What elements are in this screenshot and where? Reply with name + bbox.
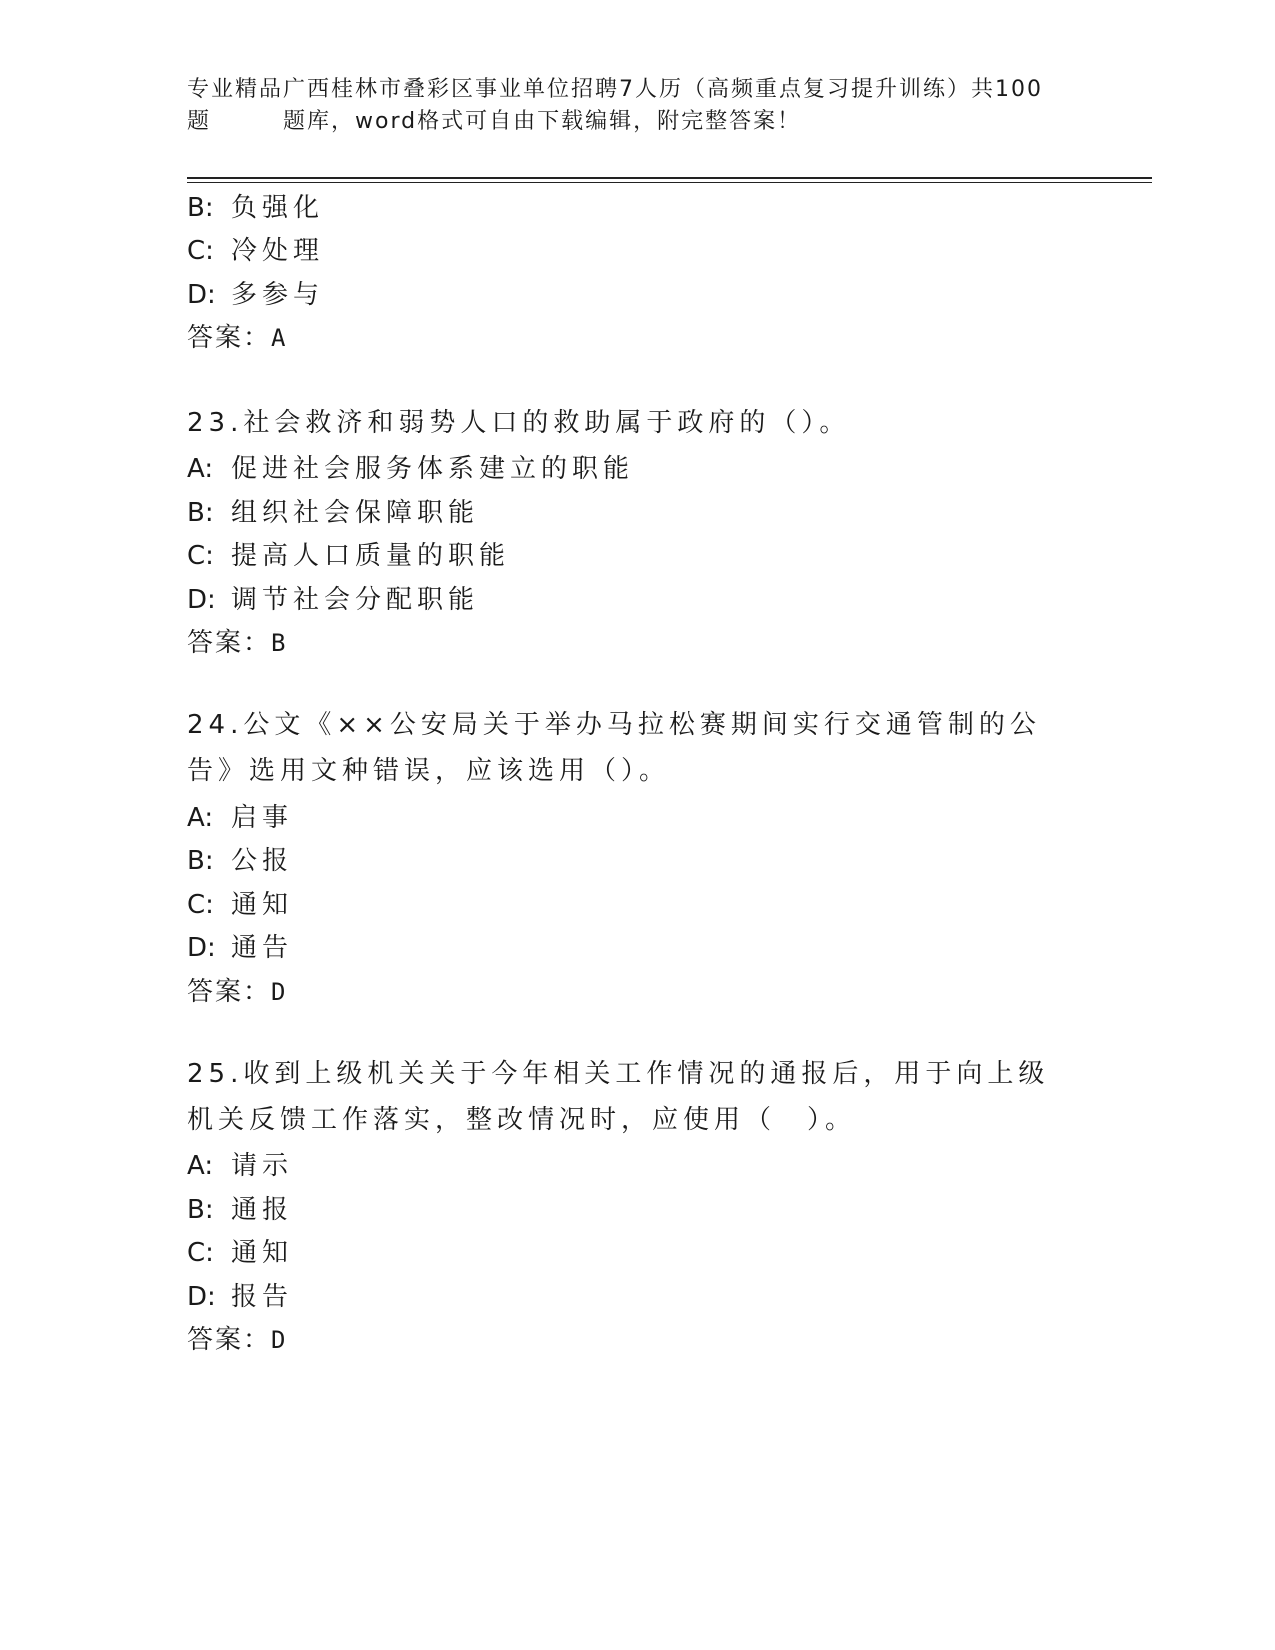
answer-value: D xyxy=(271,978,286,1006)
q23-option-d xyxy=(187,579,479,616)
option-letter: D: xyxy=(187,1282,216,1312)
option-text: 请示 xyxy=(231,1151,294,1181)
q22-option-d xyxy=(187,274,324,311)
option-letter: C: xyxy=(187,1238,214,1268)
option-text: 负强化 xyxy=(231,193,325,223)
option-text: 提高人口质量的职能 xyxy=(231,541,511,571)
option-text: 促进社会服务体系建立的职能 xyxy=(231,454,635,484)
option-text: 冷处理 xyxy=(231,236,325,266)
q22-option-b xyxy=(187,187,324,224)
option-letter: D: xyxy=(187,585,216,615)
option-text: 通告 xyxy=(231,933,294,963)
q24-option-d xyxy=(187,927,293,964)
q24-question: 24.公文《××公安局关于举办马拉松赛期间实行交通管制的公告》选用文种错误，应该选用（）。 xyxy=(187,710,1041,786)
option-text: 通知 xyxy=(231,890,294,920)
q22-answer xyxy=(187,317,285,354)
q25-option-a xyxy=(187,1145,293,1182)
q24-option-a xyxy=(187,797,293,834)
q25-option-c xyxy=(187,1232,293,1269)
option-letter: B: xyxy=(187,846,214,876)
header-title-line2 xyxy=(187,106,1087,138)
option-letter: B: xyxy=(187,193,214,223)
q23-option-b xyxy=(187,492,479,529)
option-letter: C: xyxy=(187,890,214,920)
q24-answer xyxy=(187,971,285,1008)
q24-option-b xyxy=(187,840,293,877)
q23-option-c xyxy=(187,535,510,572)
answer-value: B xyxy=(271,629,286,657)
answer-label: 答案： xyxy=(187,323,272,353)
option-letter: B: xyxy=(187,498,214,528)
header-divider-thin xyxy=(187,182,1152,183)
header-line2-part-a: 题 xyxy=(187,109,212,134)
q24-option-c xyxy=(187,884,293,921)
answer-value: A xyxy=(271,324,286,352)
option-letter: A: xyxy=(187,803,214,833)
q25-option-d xyxy=(187,1276,293,1313)
header-divider-thick xyxy=(187,177,1152,179)
q25-question: 25.收到上级机关关于今年相关工作情况的通报后，用于向上级机关反馈工作落实，整改情况时，应使用（ ）。 xyxy=(187,1059,1050,1135)
answer-label: 答案： xyxy=(187,628,272,658)
page-header xyxy=(187,74,1087,138)
option-letter: A: xyxy=(187,1151,214,1181)
option-letter: C: xyxy=(187,541,214,571)
q23-option-a xyxy=(187,448,634,485)
q25-answer xyxy=(187,1319,285,1356)
option-letter: A: xyxy=(187,454,214,484)
option-text: 组织社会保障职能 xyxy=(231,498,480,528)
q23-answer xyxy=(187,622,285,659)
option-text: 通知 xyxy=(231,1238,294,1268)
header-line2-part-b: 题库，word格式可自由下载编辑，附完整答案！ xyxy=(283,109,802,134)
answer-label: 答案： xyxy=(187,1325,272,1355)
option-text: 通报 xyxy=(231,1195,294,1225)
option-text: 启事 xyxy=(231,803,294,833)
header-title-line1: 专业精品广西桂林市叠彩区事业单位招聘7人历（高频重点复习提升训练）共100 xyxy=(187,77,1043,102)
q23-question: 23.社会救济和弱势人口的救助属于政府的（）。 xyxy=(187,408,851,438)
option-letter: C: xyxy=(187,236,214,266)
option-letter: B: xyxy=(187,1195,214,1225)
q22-option-c xyxy=(187,230,324,267)
option-text: 多参与 xyxy=(231,280,325,310)
option-letter: D: xyxy=(187,280,216,310)
answer-label: 答案： xyxy=(187,977,272,1007)
option-text: 报告 xyxy=(231,1282,294,1312)
option-text: 公报 xyxy=(231,846,294,876)
q25-option-b xyxy=(187,1189,293,1226)
option-text: 调节社会分配职能 xyxy=(231,585,480,615)
answer-value: D xyxy=(271,1326,286,1354)
option-letter: D: xyxy=(187,933,216,963)
